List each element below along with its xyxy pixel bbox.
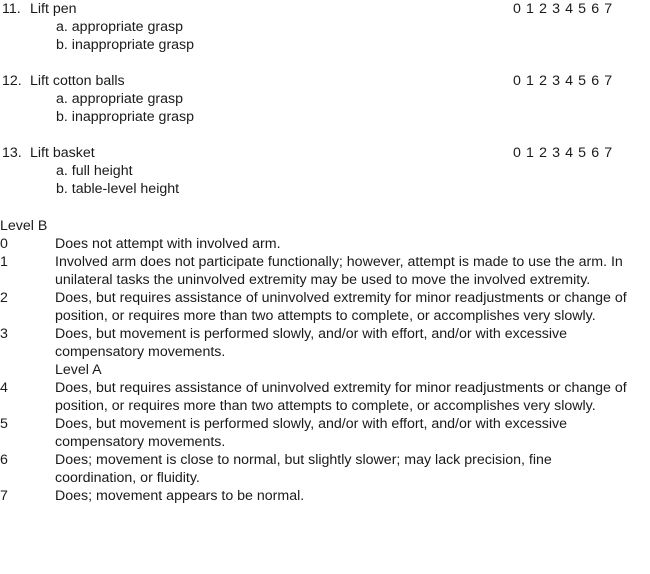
sub-item-text: inappropriate grasp xyxy=(71,109,195,125)
sub-item-text: appropriate grasp xyxy=(71,19,184,35)
item-header xyxy=(0,144,650,162)
level-b-heading: Level B xyxy=(0,218,48,234)
score-value: 0 xyxy=(0,236,8,252)
score-row xyxy=(0,253,650,289)
item-title: Lift basket xyxy=(30,145,95,161)
item-title: Lift pen xyxy=(30,1,77,17)
sub-item xyxy=(0,162,650,180)
item-number: 12. xyxy=(2,73,22,89)
item-title: Lift cotton balls xyxy=(30,73,125,89)
sub-item-text: full height xyxy=(71,163,133,179)
score-description: Does not attempt with involved arm. xyxy=(55,236,281,252)
test-item-12 xyxy=(0,72,650,126)
score-definitions xyxy=(0,235,650,505)
score-description: Does, but movement is performed slowly, and/or with effort, and/or with excessive compensatory movements. xyxy=(55,416,568,450)
level-a-heading: Level A xyxy=(55,362,102,378)
item-number: 13. xyxy=(2,145,22,161)
test-item-13 xyxy=(0,144,650,198)
sub-item xyxy=(0,36,650,54)
sub-item-letter: a. xyxy=(56,163,68,179)
score-value: 6 xyxy=(0,452,8,468)
sub-item xyxy=(0,90,650,108)
score-row xyxy=(0,415,650,451)
score-row xyxy=(0,451,650,487)
sub-item-letter: a. xyxy=(56,19,68,35)
score-value: 1 xyxy=(0,254,8,270)
score-scale: 0 1 2 3 4 5 6 7 xyxy=(513,145,613,161)
score-scale: 0 1 2 3 4 5 6 7 xyxy=(513,1,613,17)
score-description: Does; movement is close to normal, but slightly slower; may lack precision, fine coordination, or fluidity. xyxy=(55,452,552,486)
sub-item-letter: b. xyxy=(56,109,68,125)
sub-item-letter: b. xyxy=(56,181,68,197)
sub-item-text: table-level height xyxy=(71,181,180,197)
sub-item-letter: b. xyxy=(56,37,68,53)
score-description: Does, but movement is performed slowly, and/or with effort, and/or with excessive compensatory movements. xyxy=(55,326,568,360)
score-row xyxy=(0,487,650,505)
score-scale: 0 1 2 3 4 5 6 7 xyxy=(513,73,613,89)
sub-item-text: inappropriate grasp xyxy=(71,37,195,53)
item-header xyxy=(0,0,650,18)
score-description: Does, but requires assistance of uninvolved extremity for minor readjustments or change of position, or requires more than two attempts to complete, or accomplishes very slowly. xyxy=(55,380,627,414)
score-row xyxy=(0,325,650,361)
score-value: 7 xyxy=(0,488,8,504)
score-value: 5 xyxy=(0,416,8,432)
score-value: 2 xyxy=(0,290,8,306)
sub-item xyxy=(0,18,650,36)
score-row xyxy=(0,379,650,415)
score-description: Does, but requires assistance of uninvolved extremity for minor readjustments or change of position, or requires more than two attempts to complete, or accomplishes very slowly. xyxy=(55,290,627,324)
test-item-11 xyxy=(0,0,650,54)
score-value: 4 xyxy=(0,380,8,396)
score-row xyxy=(0,289,650,325)
score-description: Does; movement appears to be normal. xyxy=(55,488,305,504)
sub-item xyxy=(0,108,650,126)
sub-item xyxy=(0,180,650,198)
item-header xyxy=(0,72,650,90)
sub-item-text: appropriate grasp xyxy=(71,91,184,107)
item-number: 11. xyxy=(2,1,21,17)
score-row xyxy=(0,235,650,253)
sub-item-letter: a. xyxy=(56,91,68,107)
score-value: 3 xyxy=(0,326,8,342)
score-description: Involved arm does not participate functionally; however, attempt is made to use the arm. In unilateral tasks the uninvolved extremity may be used to move the involved extremity. xyxy=(55,254,623,288)
